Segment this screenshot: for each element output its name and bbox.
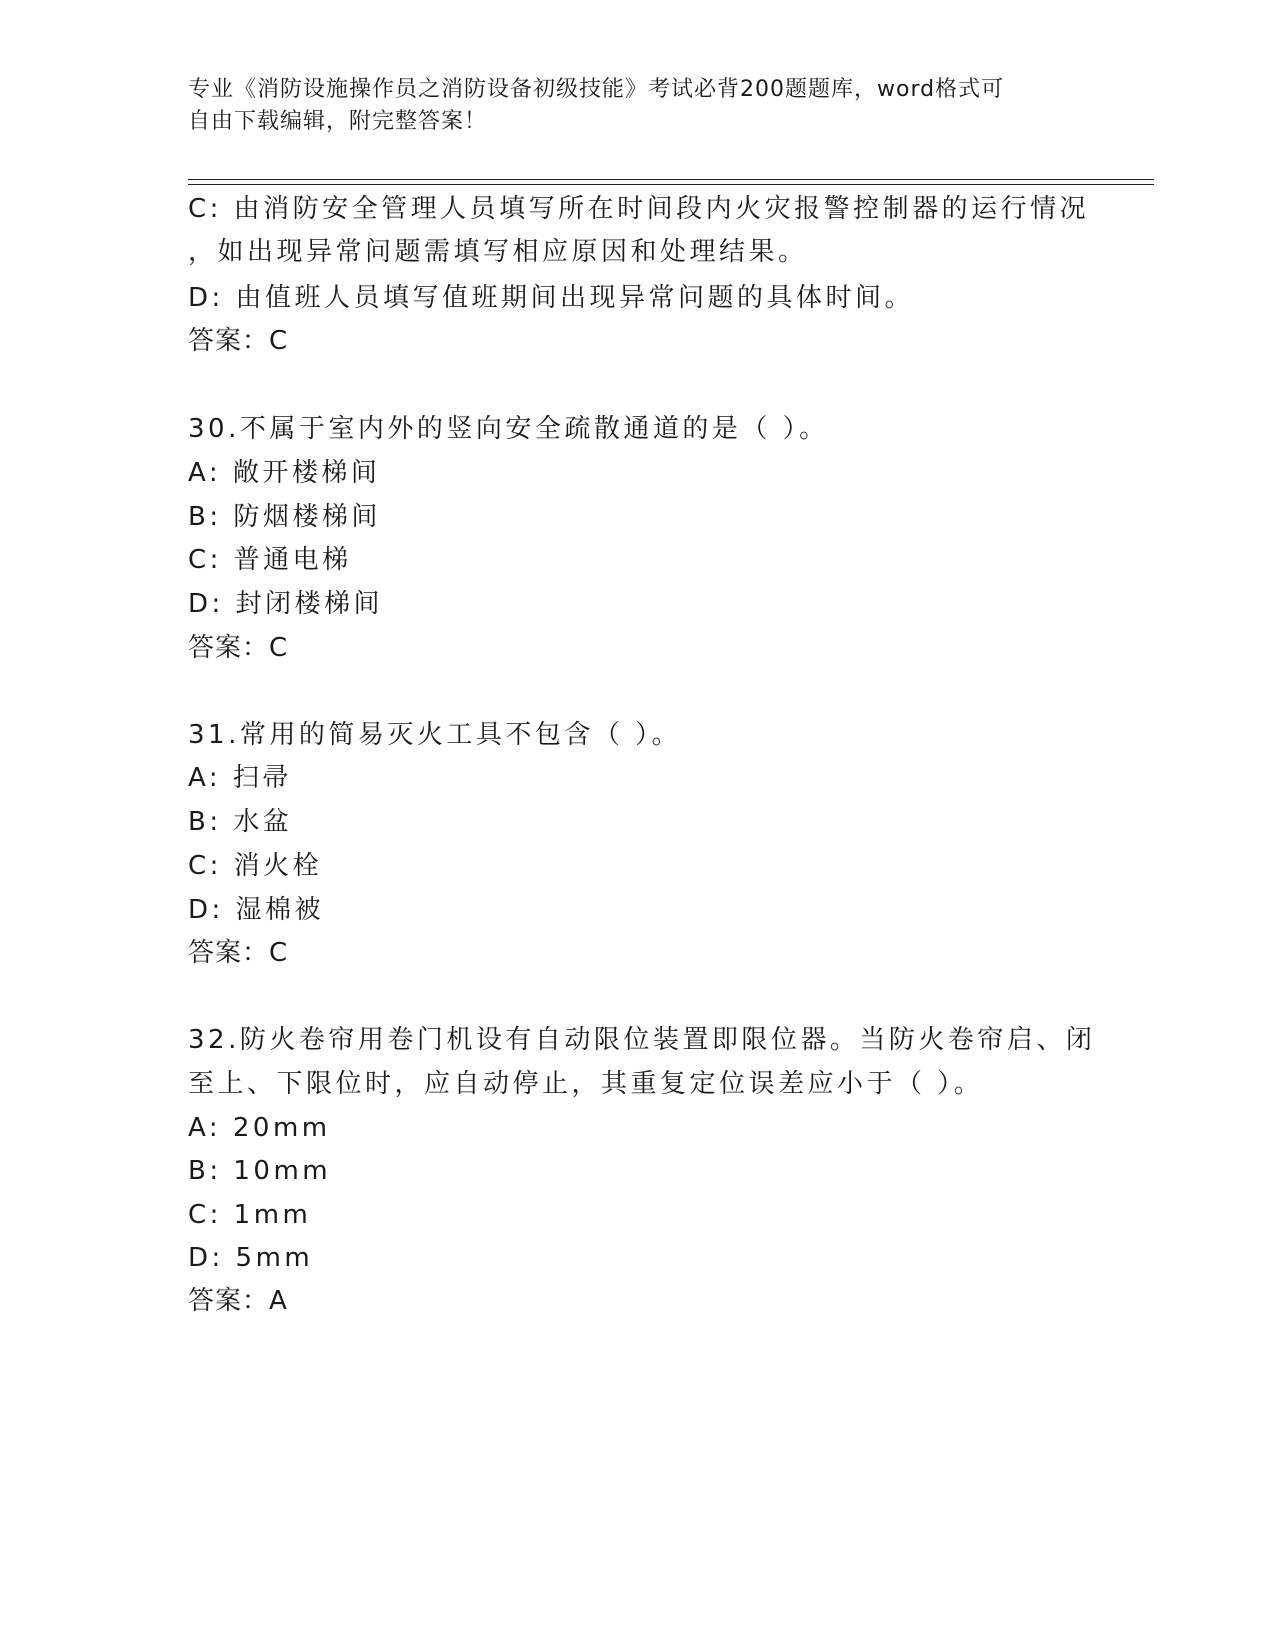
q31-option-a: A: 扫帚: [188, 763, 292, 793]
q32-stem-line-1: 32.防火卷帘用卷门机设有自动限位装置即限位器。当防火卷帘启、闭: [188, 1025, 1096, 1055]
q30-option-a: A: 敞开楼梯间: [188, 458, 381, 488]
q31-option-d: D: 湿棉被: [188, 895, 325, 925]
q32-answer: 答案：A: [188, 1286, 288, 1316]
q32-option-d: D: 5mm: [188, 1243, 314, 1273]
q30-stem: 30.不属于室内外的竖向安全疏散通道的是（ ）。: [188, 414, 829, 444]
prev-option-d: D: 由值班人员填写值班期间出现异常问题的具体时间。: [188, 283, 915, 313]
q30-option-d: D: 封闭楼梯间: [188, 589, 384, 619]
header-divider-top: [188, 179, 1154, 180]
q32-option-a: A: 20mm: [188, 1113, 331, 1143]
document-header: [188, 74, 1068, 138]
prev-answer: 答案：C: [188, 326, 289, 356]
q32-stem-line-2: 至上、下限位时，应自动停止，其重复定位误差应小于（ ）。: [188, 1069, 984, 1099]
q31-option-c: C: 消火栓: [188, 851, 323, 881]
header-divider-bottom: [188, 184, 1154, 185]
q31-stem: 31.常用的简易灭火工具不包含（ ）。: [188, 720, 682, 750]
header-line-1: 专业《消防设施操作员之消防设备初级技能》考试必背200题题库，word格式可: [188, 77, 1005, 102]
prev-option-c-line-1: C: 由消防安全管理人员填写所在时间段内火灾报警控制器的运行情况: [188, 194, 1090, 224]
q31-option-b: B: 水盆: [188, 807, 293, 837]
prev-option-c-line-2: ，如出现异常问题需填写相应原因和处理结果。: [188, 237, 808, 267]
q30-option-c: C: 普通电梯: [188, 545, 352, 575]
q30-answer: 答案：C: [188, 633, 289, 663]
header-line-2: 自由下载编辑，附完整答案！: [188, 109, 488, 134]
q31-answer: 答案：C: [188, 938, 289, 968]
q32-option-c: C: 1mm: [188, 1200, 312, 1230]
q30-option-b: B: 防烟楼梯间: [188, 502, 381, 532]
q32-option-b: B: 10mm: [188, 1156, 332, 1186]
